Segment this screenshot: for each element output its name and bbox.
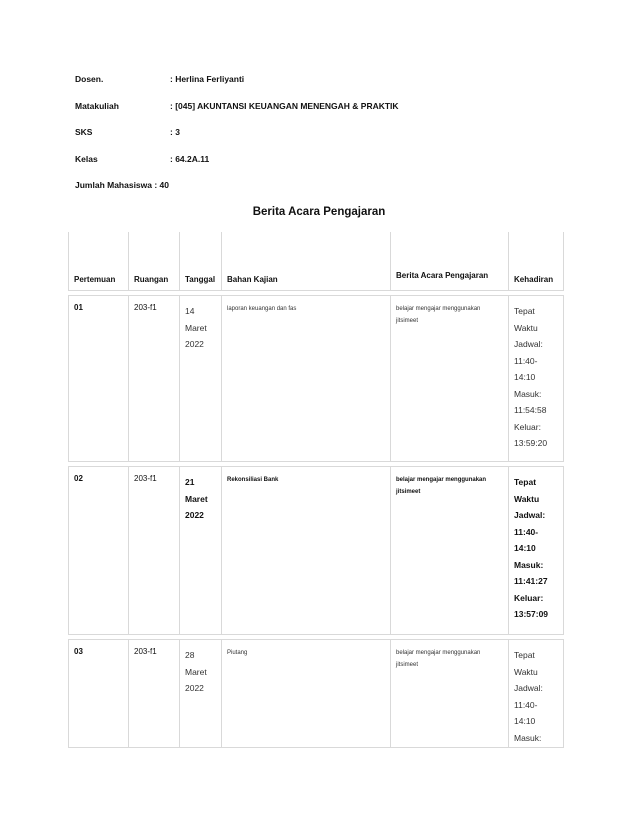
kelas-label: Kelas: [75, 153, 98, 164]
tanggal-month: Maret: [185, 493, 208, 504]
tanggal-day: 21: [185, 477, 195, 487]
kehadiran-line: Jadwal:: [514, 510, 546, 520]
header-berita-acara: Berita Acara Pengajaran: [391, 232, 509, 291]
kehadiran-line: 11:40-: [514, 699, 538, 710]
kehadiran-line: 14:10: [514, 372, 536, 382]
kehadiran-line: 11:41:27: [514, 576, 548, 586]
cell-kehadiran: [509, 640, 564, 748]
kehadiran-line: 14:10: [514, 716, 536, 726]
tanggal-year: 2022: [185, 510, 204, 520]
kehadiran-line: 11:40-: [514, 526, 539, 537]
tanggal-month: Maret: [185, 322, 207, 333]
cell-ruangan: 203-f1: [129, 467, 180, 635]
kehadiran-line: Waktu: [514, 493, 540, 504]
cell-tanggal: [180, 467, 222, 635]
page-title: Berita Acara Pengajaran: [252, 206, 386, 218]
matakuliah-value: : [045] AKUNTANSI KEUANGAN MENENGAH & PRAKTIK: [170, 100, 399, 111]
kehadiran-line: Waktu: [514, 322, 538, 333]
jumlah-mahasiswa: Jumlah Mahasiswa : 40: [75, 180, 170, 190]
cell-ruangan: 203-f1: [129, 640, 180, 748]
cell-bahan-kajian: Rekonsiliasi Bank: [222, 467, 391, 635]
header-tanggal: Tanggal: [180, 232, 222, 291]
header-pertemuan: Pertemuan: [69, 232, 129, 291]
kehadiran-line: Tepat: [514, 477, 537, 487]
kehadiran-line: Masuk:: [514, 388, 542, 399]
header-kehadiran: Kehadiran: [509, 232, 564, 291]
kehadiran-line: Keluar:: [514, 421, 541, 432]
cell-berita-acara: belajar mengajar menggunakan jitsimeet: [391, 640, 509, 748]
cell-kehadiran: [509, 296, 564, 462]
cell-bahan-kajian: Piutang: [222, 640, 391, 748]
matakuliah-label: Matakuliah: [75, 100, 119, 111]
kehadiran-line: 13:57:09: [514, 609, 549, 619]
cell-bahan-kajian: laporan keuangan dan fas: [222, 296, 391, 462]
kelas-value: : 64.2A.11: [170, 153, 210, 164]
kehadiran-line: Masuk:: [514, 732, 542, 743]
table-row: [69, 640, 564, 748]
kehadiran-line: Tepat: [514, 650, 535, 660]
kehadiran-line: Masuk:: [514, 559, 544, 570]
tanggal-year: 2022: [185, 339, 204, 349]
header-ruangan: Ruangan: [129, 232, 180, 291]
dosen-label: Dosen.: [75, 74, 104, 84]
kehadiran-line: 13:59:20: [514, 438, 548, 448]
tanggal-day: 28: [185, 650, 195, 660]
kehadiran-line: 14:10: [514, 543, 536, 553]
table-row: [69, 296, 564, 462]
cell-berita-acara: belajar mengajar menggunakan jitsimeet: [391, 296, 509, 462]
tanggal-day: 14: [185, 306, 195, 316]
berita-acara-table: [68, 232, 564, 748]
tanggal-month: Maret: [185, 666, 207, 677]
table-row: [69, 467, 564, 635]
cell-pertemuan: 01: [69, 296, 129, 462]
cell-pertemuan: 02: [69, 467, 129, 635]
kehadiran-line: Tepat: [514, 306, 535, 316]
kehadiran-line: Keluar:: [514, 592, 544, 603]
kehadiran-line: 11:54:58: [514, 405, 547, 415]
cell-ruangan: 203-f1: [129, 296, 180, 462]
table-header-row: [69, 232, 564, 291]
cell-pertemuan: 03: [69, 640, 129, 748]
header-bahan-kajian: Bahan Kajian: [222, 232, 391, 291]
cell-tanggal: [180, 296, 222, 462]
kehadiran-line: Jadwal:: [514, 339, 543, 349]
cell-tanggal: [180, 640, 222, 748]
sks-value: : 3: [170, 127, 180, 137]
cell-berita-acara: belajar mengajar menggunakan jitsimeet: [391, 467, 509, 635]
kehadiran-line: 11:40-: [514, 355, 538, 366]
kehadiran-line: Jadwal:: [514, 683, 543, 693]
sks-label: SKS: [75, 127, 93, 137]
tanggal-year: 2022: [185, 683, 204, 693]
cell-kehadiran: [509, 467, 564, 635]
kehadiran-line: Waktu: [514, 666, 538, 677]
dosen-value: : Herlina Ferliyanti: [170, 74, 245, 84]
